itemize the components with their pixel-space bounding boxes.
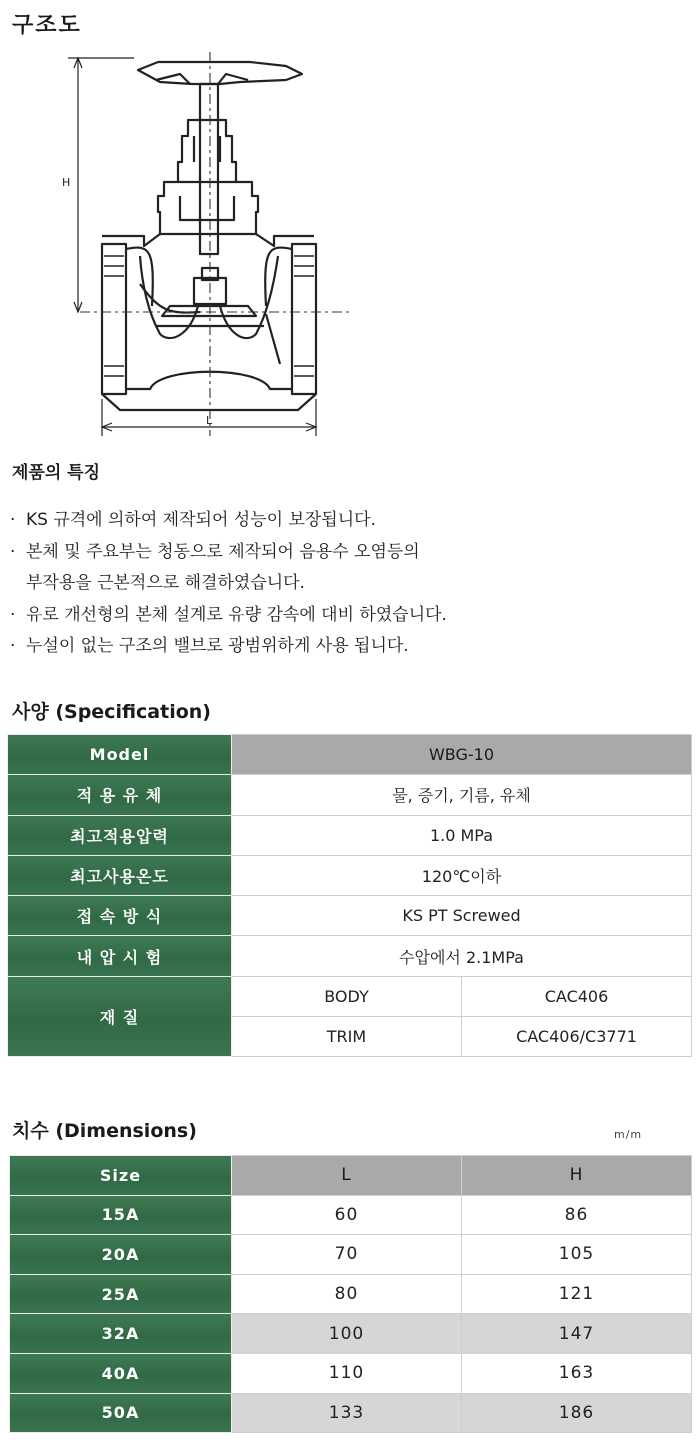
feature-item	[10, 600, 690, 632]
feature-item	[10, 537, 690, 569]
dimensions-title: 치수 (Dimensions)	[12, 1120, 197, 1142]
header-size: Size	[10, 1156, 232, 1196]
bullet: ·	[10, 636, 16, 656]
table-row	[8, 936, 692, 976]
l-cell: 80	[232, 1274, 462, 1314]
spec-label: 적 용 유 체	[8, 775, 232, 815]
dimensions-table	[9, 1155, 692, 1433]
size-cell: 50A	[10, 1393, 232, 1433]
table-row	[10, 1393, 692, 1433]
h-cell: 105	[462, 1235, 692, 1275]
feature-text: 누설이 없는 구조의 밸브로 광범위하게 사용 됩니다.	[26, 636, 409, 656]
dimensions-unit: m/m	[614, 1128, 643, 1141]
size-cell: 15A	[10, 1195, 232, 1235]
spec-value: 물, 증기, 기름, 유체	[232, 775, 692, 815]
l-cell: 70	[232, 1235, 462, 1275]
spec-value: 수압에서 2.1MPa	[232, 936, 692, 976]
l-cell: 60	[232, 1195, 462, 1235]
spec-value: KS PT Screwed	[232, 896, 692, 936]
bullet: ·	[10, 541, 16, 562]
structure-title: 구조도	[12, 13, 82, 38]
dimension-l-label: L	[206, 414, 213, 427]
feature-text: 본체 및 주요부는 청동으로 제작되어 음용수 오염등의	[26, 541, 420, 562]
dimension-h-label: H	[62, 176, 71, 189]
spec-label: 접 속 방 식	[8, 896, 232, 936]
feature-text: 부작용을 근본적으로 해결하였습니다.	[26, 573, 305, 593]
table-row	[10, 1274, 692, 1314]
table-header-row	[10, 1156, 692, 1196]
size-cell: 40A	[10, 1353, 232, 1393]
spec-label: Model	[8, 735, 232, 775]
h-cell: 86	[462, 1195, 692, 1235]
table-row	[8, 855, 692, 895]
table-row	[10, 1195, 692, 1235]
header-l: L	[232, 1156, 462, 1196]
spec-table	[7, 734, 692, 1057]
spec-label: 재 질	[8, 976, 232, 1057]
spec-title: 사양 (Specification)	[12, 701, 211, 723]
l-cell: 110	[232, 1353, 462, 1393]
valve-cross-section-drawing	[60, 44, 360, 444]
l-cell: 133	[232, 1393, 462, 1433]
feature-text: 유로 개선형의 본체 설계로 유량 감속에 대비 하였습니다.	[26, 604, 447, 625]
table-row	[8, 896, 692, 936]
bullet: ·	[10, 510, 16, 530]
features-list	[10, 505, 690, 663]
material-part: TRIM	[232, 1017, 462, 1057]
table-row	[10, 1314, 692, 1354]
table-row	[10, 1235, 692, 1275]
h-cell: 163	[462, 1353, 692, 1393]
header-h: H	[462, 1156, 692, 1196]
l-cell: 100	[232, 1314, 462, 1354]
table-row	[8, 775, 692, 815]
feature-text: KS 규격에 의하여 제작되어 성능이 보장됩니다.	[26, 510, 376, 530]
bullet: ·	[10, 604, 16, 625]
table-row	[8, 735, 692, 775]
table-row	[10, 1353, 692, 1393]
table-row	[8, 815, 692, 855]
spec-value: 1.0 MPa	[232, 815, 692, 855]
features-title: 제품의 특징	[12, 463, 101, 483]
spec-label: 내 압 시 험	[8, 936, 232, 976]
size-cell: 20A	[10, 1235, 232, 1275]
size-cell: 32A	[10, 1314, 232, 1354]
h-cell: 186	[462, 1393, 692, 1433]
size-cell: 25A	[10, 1274, 232, 1314]
spec-label: 최고사용온도	[8, 855, 232, 895]
spec-value: WBG-10	[232, 735, 692, 775]
material-value: CAC406/C3771	[462, 1017, 692, 1057]
feature-item-continuation	[10, 568, 690, 600]
table-row	[8, 976, 692, 1016]
spec-label: 최고적용압력	[8, 815, 232, 855]
material-part: BODY	[232, 976, 462, 1016]
feature-item	[10, 631, 690, 663]
feature-item	[10, 505, 690, 537]
material-value: CAC406	[462, 976, 692, 1016]
h-cell: 147	[462, 1314, 692, 1354]
h-cell: 121	[462, 1274, 692, 1314]
spec-value: 120℃이하	[232, 855, 692, 895]
